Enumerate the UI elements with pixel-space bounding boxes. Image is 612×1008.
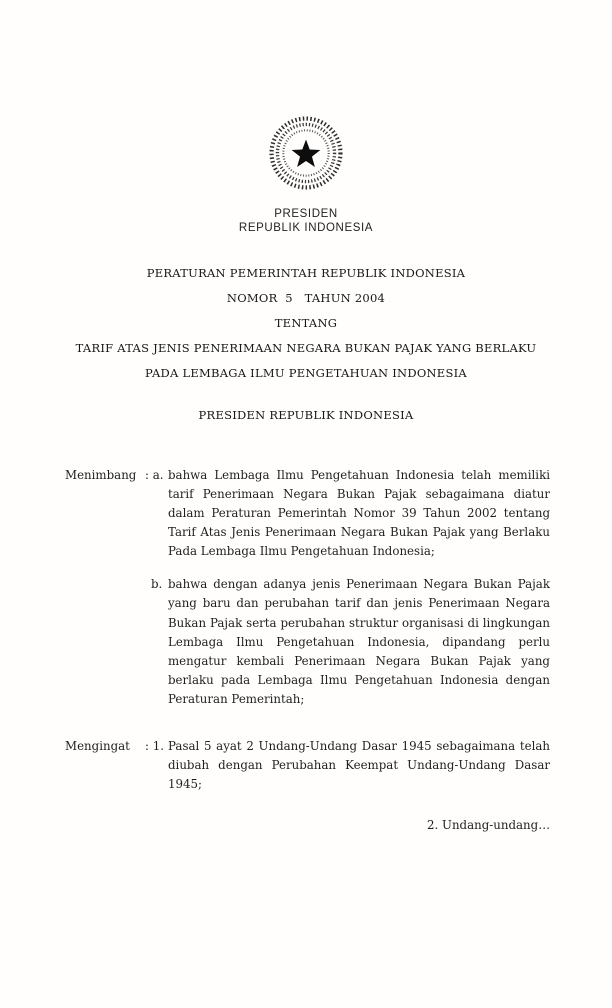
section-menimbang — [65, 466, 550, 709]
letterhead — [0, 0, 612, 236]
president-heading: PRESIDEN REPUBLIK INDONESIA — [198, 407, 414, 422]
mengingat-label: Mengingat — [65, 739, 130, 754]
clause-text-b: bahwa dengan adanya jenis Penerimaan Negara Bukan Pajak yang baru dan perubahan tarif dan jenis Penerimaan Negara Bukan Pajak serta perubahan struktur organisasi di lingkungan Lembaga Ilmu Pengetahuan Indonesia, dipandang perlu mengatur kembali Penerimaan Negara Bukan Pajak yang berlaku pada Lembaga Ilmu Pengetahuan Indonesia dengan Peraturan Pemerintah; — [168, 577, 550, 706]
letterhead-presiden: PRESIDEN — [274, 208, 338, 220]
clause-menimbang-b — [65, 575, 550, 709]
clause-menimbang-a — [65, 466, 550, 562]
section-mengingat — [65, 737, 550, 794]
title-line-subject-2: PADA LEMBAGA ILMU PENGETAHUAN INDONESIA — [145, 365, 467, 380]
letterhead-republik-indonesia: REPUBLIK INDONESIA — [238, 222, 374, 235]
menimbang-label: Menimbang — [65, 467, 137, 482]
clause-marker-b: b. — [151, 577, 163, 592]
clause-mengingat-1 — [65, 737, 550, 794]
star-wreath-seal-icon — [264, 110, 348, 196]
page-catchword: 2. Undang-undang… — [427, 818, 550, 832]
title-line-subject-1: TARIF ATAS JENIS PENERIMAAN NEGARA BUKAN PAJAK YANG BERLAKU — [75, 340, 537, 355]
clause-text-a: bahwa Lembaga Ilmu Pengetahuan Indonesia telah memiliki tarif Penerimaan Negara Bukan Pajak sebagaimana diatur dalam Peraturan Pemerintah Nomor 39 Tahun 2002 tentang Tarif Atas Jenis Penerimaan Negara Bukan Pajak yang Berlaku Pada Lembaga Ilmu Pengetahuan Indonesia; — [168, 467, 550, 559]
document-title-block — [0, 266, 612, 422]
title-line-regulation: PERATURAN PEMERINTAH REPUBLIK INDONESIA — [146, 265, 466, 280]
letterhead-text — [0, 207, 612, 236]
clause-marker-1: : 1. — [145, 739, 164, 754]
title-line-number: NOMOR 5 TAHUN 2004 — [226, 290, 386, 305]
document-body — [0, 466, 612, 795]
clause-marker-a: : a. — [145, 467, 164, 482]
clause-text-1: Pasal 5 ayat 2 Undang-Undang Dasar 1945 sebagaimana telah diubah dengan Perubahan Keempat Undang-Undang Dasar 1945; — [168, 739, 550, 792]
title-line-tentang: TENTANG — [274, 315, 338, 330]
